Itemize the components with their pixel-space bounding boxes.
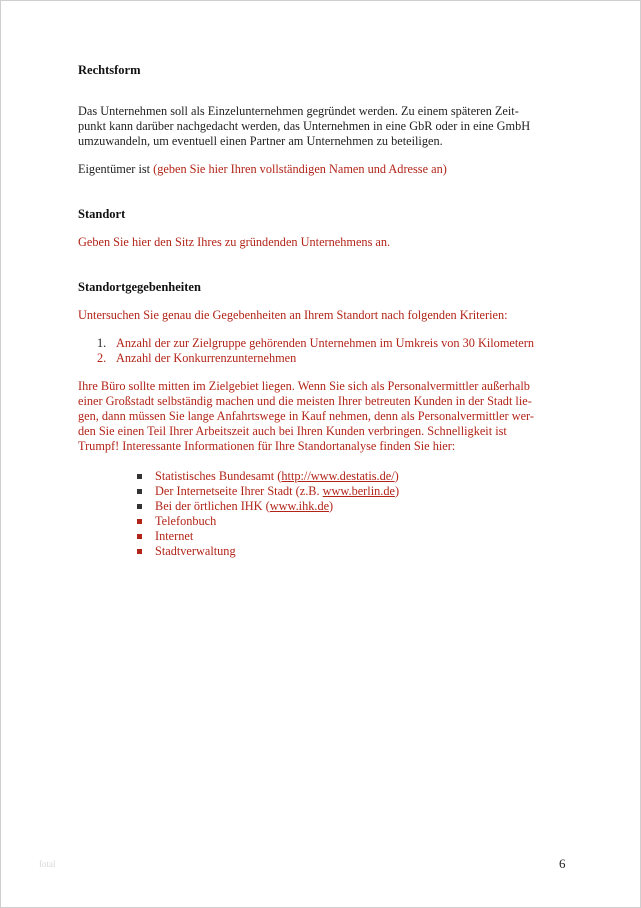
berlin-link[interactable]: www.berlin.de: [322, 484, 395, 498]
source-text: Internet: [155, 529, 194, 543]
source-item: [78, 529, 568, 544]
criteria-text: Anzahl der Konkurrenzunternehmen: [116, 351, 297, 365]
faint-watermark-text: fotal: [39, 859, 56, 869]
criteria-list: [78, 336, 568, 366]
source-text: Bei der örtlichen IHK (: [155, 499, 270, 513]
sources-list: [78, 469, 568, 559]
criteria-number: 1.: [97, 336, 107, 350]
paragraph-rechtsform: [78, 104, 568, 149]
rechtsform-line-2: punkt kann darüber nachgedacht werden, das Unternehmen in eine GbR oder in eine GmbH: [78, 119, 531, 133]
owner-placeholder: (geben Sie hier Ihren vollständigen Namen und Adresse an): [153, 162, 447, 176]
rechtsform-line-1: Das Unternehmen soll als Einzelunternehmen gegründet werden. Zu einem späteren Zeit-: [78, 104, 519, 118]
bullet-square-icon: [137, 549, 142, 554]
source-item: [78, 499, 568, 514]
source-end: ): [394, 469, 399, 483]
criteria-text: Anzahl der zur Zielgruppe gehörenden Unternehmen im Umkreis von 30 Kilometern: [116, 336, 534, 350]
heading-standortgegebenheiten: Standortgegebenheiten: [78, 280, 201, 294]
source-end: ): [394, 484, 400, 498]
destatis-link[interactable]: http://www.destatis.de/: [281, 469, 395, 483]
owner-label: Eigentümer ist: [78, 162, 154, 176]
page-number: 6: [559, 856, 566, 871]
bullet-square-icon: [137, 534, 142, 539]
source-text: Statistisches Bundesamt (: [155, 469, 282, 483]
source-text: Stadtverwaltung: [155, 544, 236, 558]
source-text: Telefonbuch: [155, 514, 217, 528]
page-content: [78, 63, 568, 559]
buero-line-5: Trumpf! Interessante Informationen für Ihre Standortanalyse finden Sie hier:: [78, 439, 456, 453]
bullet-square-icon: [137, 474, 142, 479]
bullet-square-icon: [137, 519, 142, 524]
bullet-square-icon: [137, 504, 142, 509]
source-item: [78, 514, 568, 529]
criteria-item: [78, 336, 568, 351]
owner-line: [78, 162, 568, 177]
standort-placeholder: Geben Sie hier den Sitz Ihres zu gründenden Unternehmens an.: [78, 235, 391, 249]
source-item: [78, 484, 568, 499]
heading-rechtsform: Rechtsform: [78, 63, 141, 77]
criteria-item: [78, 351, 568, 366]
paragraph-buero: [78, 379, 568, 454]
buero-line-2: einer Großstadt selbständig machen und die meisten Ihrer betreuten Kunden in der Stadt lie-: [78, 394, 532, 408]
bullet-square-icon: [137, 489, 142, 494]
source-item: [78, 544, 568, 559]
ihk-link[interactable]: www.ihk.de: [269, 499, 330, 513]
buero-line-1: Ihre Büro sollte mitten im Zielgebiet liegen. Wenn Sie sich als Personalvermittler außerhalb: [78, 379, 530, 393]
criteria-number: 2.: [97, 351, 107, 365]
source-text: Der Internetseite Ihrer Stadt (z.B.: [155, 484, 323, 498]
buero-line-3: gen, dann müssen Sie lange Anfahrtswege in Kauf nehmen, denn als Personalvermittler wer-: [78, 409, 534, 423]
buero-line-4: den Sie einen Teil Ihrer Arbeitszeit auch bei Ihren Kunden verbringen. Schnelligkeit ist: [78, 424, 507, 438]
source-item: [78, 469, 568, 484]
heading-standort: Standort: [78, 207, 126, 221]
source-end: ): [329, 499, 334, 513]
rechtsform-line-3: umzuwandeln, um eventuell einen Partner am Unternehmen zu beteiligen.: [78, 134, 443, 148]
criteria-intro: Untersuchen Sie genau die Gegebenheiten an Ihrem Standort nach folgenden Kriterien:: [78, 308, 508, 322]
